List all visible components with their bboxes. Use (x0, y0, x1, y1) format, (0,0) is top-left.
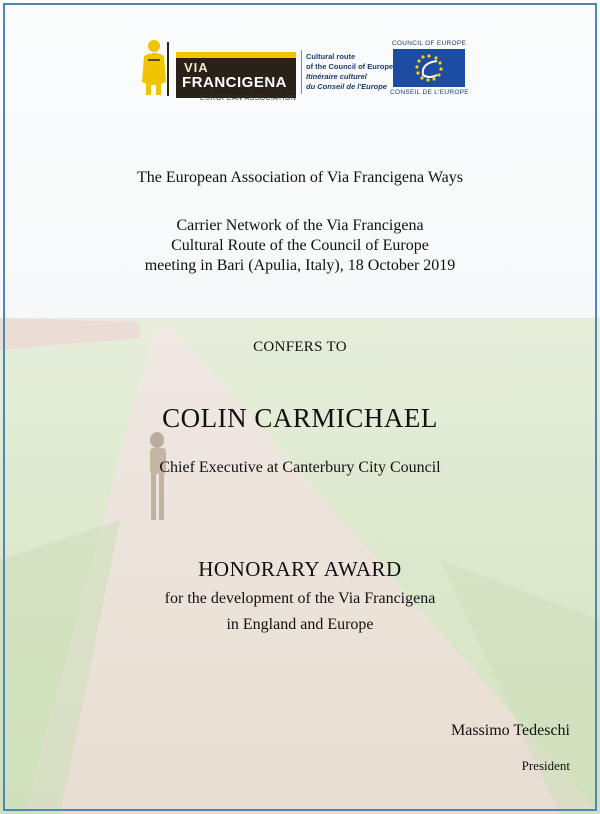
logo-text-via: VIA (184, 60, 209, 75)
issuer-line: The European Association of Via Francigena Ways (137, 169, 463, 186)
recipient-role: Chief Executive at Canterbury City Council (159, 459, 441, 476)
logo-divider (301, 50, 302, 94)
cultural-route-line-4: du Conseil de l'Europe (306, 82, 387, 91)
context-line-3: meeting in Bari (Apulia, Italy), 18 October 2019 (144, 257, 456, 274)
context-block (0, 216, 600, 276)
signer-title: President (521, 758, 570, 773)
context-line-2: Cultural Route of the Council of Europe (171, 237, 429, 254)
pilgrim-icon (134, 38, 174, 98)
cultural-route-line-1: Cultural route (306, 52, 356, 61)
signer-name: Massimo Tedeschi (450, 722, 570, 739)
via-francigena-wordmark (176, 52, 296, 98)
coe-label-en: COUNCIL OF EUROPE (391, 40, 467, 47)
logo-text-francigena: FRANCIGENA (182, 74, 287, 91)
via-francigena-logo (134, 38, 298, 104)
coe-label-fr: CONSEIL DE L'EUROPE (390, 89, 469, 96)
award-title: HONORARY AWARD (198, 557, 402, 581)
recipient-name: COLIN CARMICHAEL (162, 403, 438, 433)
confers-to-label: CONFERS TO (253, 339, 347, 355)
cultural-route-line-3: Itinéraire culturel (306, 72, 367, 81)
council-of-europe-logo (390, 40, 468, 104)
award-description-line-2: in England and Europe (226, 616, 374, 633)
logo-text-association: EUROPEAN ASSOCIATION (200, 95, 297, 102)
award-description-line-1: for the development of the Via Francigena (164, 590, 436, 607)
context-line-1: Carrier Network of the Via Francigena (176, 217, 424, 234)
cultural-route-label (306, 52, 393, 92)
cultural-route-line-2: of the Council of Europe (306, 62, 394, 71)
eu-stars-icon (393, 49, 465, 87)
